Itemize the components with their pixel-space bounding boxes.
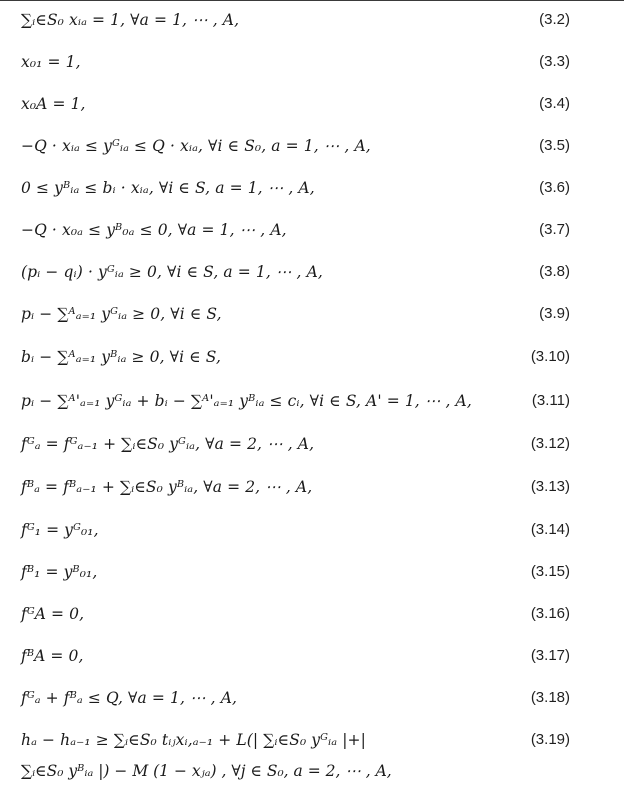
equation-row: [0, 390, 624, 420]
equation-row: [0, 687, 624, 717]
equation-number: (3.6): [539, 179, 570, 196]
equation-number: (3.15): [530, 563, 570, 580]
equation-number: (3.5): [539, 137, 570, 154]
equation-continuation: ∑ᵢ∈S₀ yᴮᵢₐ |) − M (1 − xⱼₐ) , ∀j ∈ S₀, a = 2, ⋯ , A,: [21, 762, 392, 780]
equation-body: fᴮ₁ = yᴮ₀₁,: [21, 563, 98, 581]
equation-number: (3.19): [530, 731, 570, 748]
equation-body: x₀₁ = 1,: [21, 53, 81, 71]
equation-row: [0, 433, 624, 463]
equation-body: bᵢ − ∑ᴬₐ₌₁ yᴮᵢₐ ≥ 0, ∀i ∈ S,: [21, 348, 221, 366]
equation-row: [0, 219, 624, 249]
equation-row: [0, 603, 624, 633]
equation-number: (3.17): [530, 647, 570, 664]
equation-number: (3.7): [539, 221, 570, 238]
equation-row: [0, 51, 624, 81]
equation-row: [0, 519, 624, 549]
equation-body: pᵢ − ∑ᴬₐ₌₁ yᴳᵢₐ ≥ 0, ∀i ∈ S,: [21, 305, 222, 323]
equation-number: (3.2): [539, 11, 570, 28]
equation-body: 0 ≤ yᴮᵢₐ ≤ bᵢ · xᵢₐ, ∀i ∈ S, a = 1, ⋯ , A,: [21, 179, 315, 197]
equation-body: fᴳₐ + fᴮₐ ≤ Q, ∀a = 1, ⋯ , A,: [21, 689, 238, 707]
equation-body: ∑ᵢ∈S₀ xᵢₐ = 1, ∀a = 1, ⋯ , A,: [21, 11, 240, 29]
equation-row: [0, 729, 624, 759]
equation-row: [0, 261, 624, 291]
equation-body: fᴳA = 0,: [21, 605, 85, 623]
equation-number: (3.3): [539, 53, 570, 70]
equation-body: hₐ − hₐ₋₁ ≥ ∑ᵢ∈S₀ tᵢⱼxᵢ,ₐ₋₁ + L(| ∑ᵢ∈S₀ yᴳᵢₐ |+|: [21, 731, 366, 749]
equation-row: [0, 135, 624, 165]
equation-body: −Q · xᵢₐ ≤ yᴳᵢₐ ≤ Q · xᵢₐ, ∀i ∈ S₀, a = 1, ⋯ , A,: [21, 137, 371, 155]
equation-body: fᴳ₁ = yᴳ₀₁,: [21, 521, 99, 539]
equation-number: (3.11): [531, 392, 570, 409]
equation-row: [0, 9, 624, 39]
equation-row: [0, 93, 624, 123]
equation-number: (3.12): [530, 435, 570, 452]
equation-number: (3.10): [530, 348, 570, 365]
equation-row: [0, 346, 624, 376]
equation-body: pᵢ − ∑ᴬ'ₐ₌₁ yᴳᵢₐ + bᵢ − ∑ᴬ'ₐ₌₁ yᴮᵢₐ ≤ cᵢ, ∀i ∈ S, A' = 1, ⋯ , A,: [21, 392, 472, 410]
equation-row: [0, 177, 624, 207]
equation-row: [0, 476, 624, 506]
equation-row: [0, 645, 624, 675]
equation-number: (3.14): [530, 521, 570, 538]
equation-number: (3.16): [530, 605, 570, 622]
equation-body: x₀A = 1,: [21, 95, 86, 113]
equation-body: fᴮA = 0,: [21, 647, 84, 665]
equation-number: (3.4): [539, 95, 570, 112]
equation-number: (3.8): [539, 263, 570, 280]
equation-number: (3.13): [530, 478, 570, 495]
equation-body: fᴮₐ = fᴮₐ₋₁ + ∑ᵢ∈S₀ yᴮᵢₐ, ∀a = 2, ⋯ , A,: [21, 478, 313, 496]
equation-body: (pᵢ − qᵢ) · yᴳᵢₐ ≥ 0, ∀i ∈ S, a = 1, ⋯ , A,: [21, 263, 323, 281]
equation-body: −Q · x₀ₐ ≤ yᴮ₀ₐ ≤ 0, ∀a = 1, ⋯ , A,: [21, 221, 287, 239]
equation-row: [0, 561, 624, 591]
equation-number: (3.9): [539, 305, 570, 322]
equation-body: fᴳₐ = fᴳₐ₋₁ + ∑ᵢ∈S₀ yᴳᵢₐ, ∀a = 2, ⋯ , A,: [21, 435, 315, 453]
equation-row: [0, 303, 624, 333]
equation-number: (3.18): [530, 689, 570, 706]
